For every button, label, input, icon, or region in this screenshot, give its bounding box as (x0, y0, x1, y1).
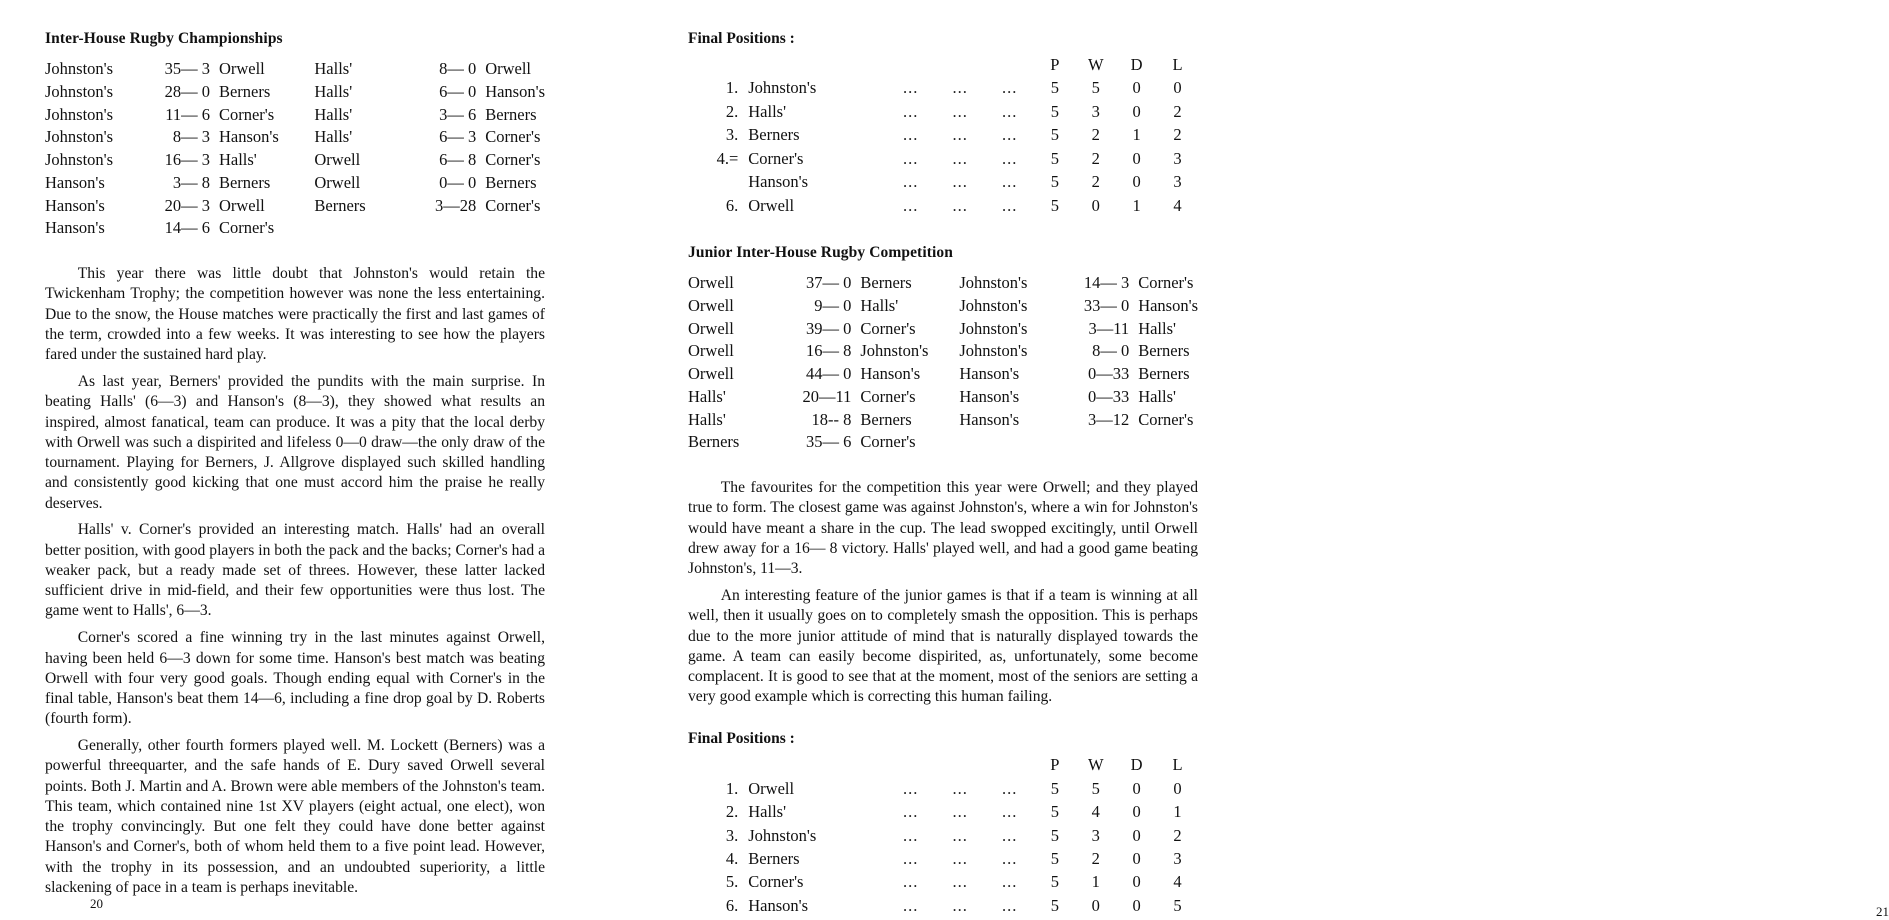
position-p: 5 (1050, 172, 1059, 192)
position-p: 5 (1050, 848, 1059, 868)
senior-final-positions-title: Final Positions : (688, 30, 795, 47)
position-d: 0 (1132, 848, 1141, 868)
match-score: 20—11 (802, 386, 852, 406)
match-team-away: Orwell (218, 195, 265, 215)
match-team-home-2: Berners (314, 195, 366, 215)
position-d: 0 (1132, 802, 1141, 822)
match-team-home: Johnston's (45, 127, 114, 147)
position-w: 3 (1091, 101, 1100, 121)
leader-dots: ... (952, 848, 968, 868)
leader-dots: ... (1001, 848, 1018, 868)
match-team-away-2: Corner's (485, 127, 541, 147)
table-row (688, 124, 1198, 147)
match-team-away-2: Berners (485, 172, 537, 192)
position-d: 0 (1132, 172, 1141, 192)
column-header-w: W (1087, 755, 1104, 775)
match-team-home: Hanson's (45, 218, 105, 238)
match-team-away-2: Halls' (1138, 386, 1176, 406)
match-score: 28— 0 (164, 81, 210, 101)
position-team-name: Corner's (748, 148, 804, 168)
match-team-home: Orwell (688, 364, 734, 384)
position-w: 0 (1091, 895, 1100, 915)
match-team-away-2: Halls' (1138, 318, 1176, 338)
position-d: 1 (1132, 195, 1141, 215)
position-p: 5 (1050, 778, 1059, 798)
leader-dots: ... (1001, 895, 1018, 915)
leader-dots: ... (952, 825, 968, 845)
position-rank: 4. (725, 848, 739, 868)
leader-dots: ... (952, 195, 968, 215)
position-l: 0 (1173, 778, 1182, 798)
match-score: 11— 6 (165, 104, 210, 124)
senior-results-table (45, 58, 545, 240)
match-team-home-2: Orwell (314, 172, 361, 192)
body-paragraph: This year there was little doubt that Johnston's would retain the Twickenham Trophy; the competition however was none the less entertaining. Due to the snow, the House matches were practically the first and last games of the term, crowded into a few weeks. It was interesting to see how the players fared under the sustained hard play. (45, 265, 545, 364)
column-header-d: D (1130, 55, 1143, 74)
table-row (45, 104, 545, 127)
table-header-row (688, 54, 1198, 77)
match-team-home: Hanson's (45, 195, 105, 215)
match-team-away-2: Corner's (1138, 409, 1194, 429)
match-team-home-2: Hanson's (959, 409, 1020, 429)
match-score-2: 0—33 (1087, 364, 1130, 384)
position-l: 2 (1173, 125, 1182, 145)
position-w: 2 (1091, 148, 1100, 168)
table-row (688, 195, 1198, 218)
match-score-2: 6— 3 (439, 127, 477, 147)
column-header-spacer (886, 54, 935, 77)
column-header-p: P (1050, 55, 1060, 74)
match-team-home-2: Hanson's (959, 364, 1020, 384)
match-score: 3— 8 (172, 172, 210, 192)
table-row (688, 272, 1198, 295)
position-w: 5 (1091, 78, 1100, 98)
leader-dots: ... (903, 802, 919, 822)
match-team-away: Halls' (860, 295, 899, 315)
match-team-home-2: Hanson's (959, 386, 1020, 406)
match-score-2: 3—11 (1088, 318, 1130, 338)
match-team-home-2: Halls' (314, 81, 353, 101)
position-w: 3 (1091, 825, 1100, 845)
leader-dots: ... (952, 872, 968, 892)
junior-final-positions-title: Final Positions : (688, 730, 795, 748)
match-team-away-2: Corner's (1138, 273, 1194, 293)
match-team-away-2 (485, 217, 545, 240)
junior-section-title: Junior Inter-House Rugby Competition (688, 244, 953, 262)
leader-dots: ... (903, 148, 919, 168)
position-p: 5 (1050, 802, 1059, 822)
position-team-name: Berners (748, 848, 800, 868)
right-body-text (688, 478, 1198, 707)
page-title: Inter-House Rugby Championships (45, 30, 283, 47)
position-team-name: Corner's (748, 872, 804, 892)
table-row (688, 148, 1198, 171)
leader-dots: ... (952, 172, 968, 192)
table-row (688, 295, 1198, 318)
position-p: 5 (1050, 148, 1059, 168)
match-score-2: 8— 0 (1092, 341, 1130, 361)
match-score-2: 3—12 (1087, 409, 1130, 429)
page-number-left: 20 (90, 896, 103, 911)
position-d: 1 (1132, 125, 1141, 145)
match-team-home-2: Johnston's (959, 318, 1028, 338)
leader-dots: ... (1001, 148, 1018, 168)
table-row (688, 171, 1198, 194)
position-p: 5 (1050, 872, 1059, 892)
match-team-home: Johnston's (45, 81, 114, 101)
leader-dots: ... (952, 78, 968, 98)
position-p: 5 (1050, 825, 1059, 845)
match-team-away-2: Hanson's (485, 81, 545, 101)
match-score-2: 6— 8 (439, 150, 477, 170)
position-l: 2 (1173, 825, 1182, 845)
junior-positions-body (688, 778, 1198, 919)
match-team-home: Halls' (688, 386, 726, 406)
match-team-home: Hanson's (45, 172, 105, 192)
match-score-2: 33— 0 (1083, 295, 1130, 315)
match-team-away: Orwell (218, 59, 265, 78)
leader-dots: ... (1001, 78, 1018, 98)
column-header-l: L (1172, 755, 1183, 775)
match-score: 16— 3 (164, 150, 210, 170)
leader-dots: ... (903, 78, 919, 98)
position-p: 5 (1050, 78, 1059, 98)
position-w: 1 (1091, 872, 1100, 892)
leader-dots: ... (1001, 195, 1018, 215)
column-header-spacer (985, 54, 1034, 77)
column-header-spacer (935, 754, 984, 777)
column-header-spacer (985, 754, 1034, 777)
position-l: 5 (1173, 895, 1182, 915)
position-w: 4 (1091, 802, 1100, 822)
leader-dots: ... (903, 195, 919, 215)
match-team-home: Orwell (688, 273, 734, 293)
match-team-away-2 (1138, 431, 1198, 454)
position-rank: 5. (725, 872, 739, 892)
right-column (688, 30, 1889, 919)
match-team-home: Orwell (688, 295, 734, 315)
position-team-name: Berners (748, 125, 800, 145)
match-team-home: Johnston's (45, 150, 114, 170)
position-rank: 3. (725, 125, 739, 145)
leader-dots: ... (1001, 172, 1018, 192)
column-header-l: L (1172, 55, 1183, 74)
match-score: 44— 0 (806, 364, 852, 384)
position-p: 5 (1050, 895, 1059, 915)
senior-positions-body (688, 77, 1198, 218)
position-rank: 3. (725, 825, 739, 845)
match-score-2: 0— 0 (439, 172, 477, 192)
match-score: 35— 3 (164, 59, 210, 78)
position-p: 5 (1050, 195, 1059, 215)
leader-dots: ... (952, 895, 968, 915)
table-row (688, 386, 1198, 409)
position-d: 0 (1132, 78, 1141, 98)
leader-dots: ... (903, 848, 919, 868)
match-score-2: 14— 3 (1083, 273, 1130, 293)
column-header-spacer (748, 54, 886, 77)
column-header-d: D (1130, 755, 1143, 775)
match-team-away: Johnston's (860, 341, 929, 361)
match-score-2: 8— 0 (439, 59, 477, 78)
position-p: 5 (1050, 101, 1059, 121)
position-w: 0 (1091, 195, 1100, 215)
match-team-away: Berners (860, 273, 912, 293)
match-team-away: Halls' (218, 150, 257, 170)
leader-dots: ... (1001, 125, 1018, 145)
body-paragraph: The favourites for the competition this year were Orwell; and they played true to form. The closest game was against Johnston's, where a win for Johnston's would have meant a share in the cup. The lead swopped excitingly, until Orwell drew away for a 16— 8 victory. Halls' played well, and had a good game beating Johnston's, 11—3. (688, 479, 1198, 578)
leader-dots: ... (903, 125, 919, 145)
table-row (688, 101, 1198, 124)
match-team-away: Corner's (218, 218, 275, 238)
match-score-2: 3—28 (434, 195, 477, 215)
match-team-home-2: Halls' (314, 104, 353, 124)
match-team-home: Johnston's (45, 104, 114, 124)
match-score-2: 0—33 (1087, 386, 1130, 406)
body-paragraph: An interesting feature of the junior games is that if a team is winning at all well, then it usually goes on to completely smash the opposition. This is perhaps due to the more junior attitude of mind that is naturally displayed towards the game. A team can easily become dispirited, as, unfortunately, some become complacent. It is good to see that at the moment, most of the seniors are setting a very good example which is correcting this human failing. (688, 587, 1198, 706)
column-header-spacer (688, 754, 748, 777)
table-header-row (688, 754, 1198, 777)
match-team-home-2: Johnston's (959, 295, 1028, 315)
leader-dots: ... (903, 825, 919, 845)
leader-dots: ... (903, 778, 919, 798)
match-team-home-2: Johnston's (959, 273, 1028, 293)
match-team-home: Johnston's (45, 59, 114, 78)
position-team-name: Orwell (748, 778, 795, 798)
junior-positions-head (688, 754, 1198, 777)
leader-dots: ... (952, 125, 968, 145)
table-row (688, 778, 1198, 801)
table-row (688, 363, 1198, 386)
page-number-right: 21 (1876, 904, 1889, 919)
match-team-home-2: Orwell (314, 150, 361, 170)
match-team-away-2: Corner's (485, 195, 541, 215)
table-row (45, 81, 545, 104)
match-score: 16— 8 (806, 341, 852, 361)
position-l: 2 (1173, 101, 1182, 121)
position-l: 3 (1173, 148, 1182, 168)
position-team-name: Halls' (748, 101, 787, 121)
match-score-2: 3— 6 (439, 104, 477, 124)
match-team-away: Hanson's (218, 127, 279, 147)
column-header-spacer (748, 754, 886, 777)
match-team-home-2: Halls' (314, 127, 353, 147)
left-column (45, 30, 545, 911)
table-row (688, 895, 1198, 918)
body-paragraph: Halls' v. Corner's provided an interesting match. Halls' had an overall better position, with good players in both the pack and the backs; Corner's had a weaker pack, but a ready made set of threes. However, these latter lacked sufficient drive in mid-field, and their few opportunities were thus lost. The game went to Halls', 6—3. (45, 521, 545, 620)
match-team-home-2 (314, 217, 407, 240)
match-score-2 (407, 217, 485, 240)
column-header-w: W (1087, 55, 1104, 74)
body-paragraph: Generally, other fourth formers played well. M. Lockett (Berners) was a powerful threequarter, and the safe hands of E. Dury saved Orwell several points. Both J. Martin and A. Brown were able members of the Johnston's team. This team, which contained nine 1st XV players (eight actual, one elect), won the trophy convincingly. But one felt they could have done better against Hanson's and Corner's, both of whom held them to a five point lead. However, with the trophy in its possession, and an undoubted superiority, a little slackening of pace in a team is perhaps inevitable. (45, 737, 545, 897)
leader-dots: ... (1001, 101, 1018, 121)
match-team-home-2: Halls' (314, 59, 353, 78)
match-team-away: Berners (860, 409, 912, 429)
position-l: 3 (1173, 848, 1182, 868)
position-l: 1 (1173, 802, 1182, 822)
table-row (45, 126, 545, 149)
leader-dots: ... (952, 778, 968, 798)
position-team-name: Halls' (748, 802, 787, 822)
leader-dots: ... (903, 895, 919, 915)
position-team-name: Hanson's (748, 172, 809, 192)
table-row (688, 801, 1198, 824)
table-row (688, 77, 1198, 100)
position-d: 0 (1132, 825, 1141, 845)
table-row (45, 195, 545, 218)
match-team-away-2: Berners (1138, 364, 1190, 384)
match-score: 9— 0 (814, 295, 852, 315)
match-score: 37— 0 (806, 273, 852, 293)
match-team-home: Orwell (688, 341, 734, 361)
table-row (688, 825, 1198, 848)
position-w: 2 (1091, 172, 1100, 192)
column-header-p: P (1050, 755, 1060, 775)
leader-dots: ... (1001, 802, 1018, 822)
match-team-away: Berners (218, 81, 271, 101)
match-team-away: Corner's (860, 432, 916, 452)
position-w: 2 (1091, 125, 1100, 145)
table-row (688, 871, 1198, 894)
match-team-away: Berners (218, 172, 271, 192)
match-team-home: Orwell (688, 318, 734, 338)
match-score: 39— 0 (806, 318, 852, 338)
match-team-away-2: Berners (485, 104, 537, 124)
position-l: 4 (1173, 195, 1182, 215)
position-w: 2 (1091, 848, 1100, 868)
position-p: 5 (1050, 125, 1059, 145)
position-d: 0 (1132, 101, 1141, 121)
match-team-away: Corner's (860, 386, 916, 406)
senior-positions-head (688, 54, 1198, 77)
match-score-2 (1058, 431, 1138, 454)
position-d: 0 (1132, 778, 1141, 798)
table-row (688, 431, 1198, 454)
position-l: 4 (1173, 872, 1182, 892)
leader-dots: ... (903, 872, 919, 892)
column-header-spacer (688, 54, 748, 77)
position-rank: 1. (725, 78, 739, 98)
position-team-name: Johnston's (748, 78, 817, 98)
match-score-2: 6— 0 (439, 81, 477, 101)
match-team-home-2: Johnston's (959, 341, 1028, 361)
match-team-away-2: Berners (1138, 341, 1190, 361)
table-row (45, 58, 545, 81)
position-rank: 2. (725, 101, 739, 121)
match-team-away: Corner's (218, 104, 275, 124)
position-rank: 4.= (716, 148, 739, 168)
position-rank: 1. (725, 778, 739, 798)
column-header-spacer (935, 54, 984, 77)
column-header-spacer (886, 754, 935, 777)
match-team-away-2: Corner's (485, 150, 541, 170)
leader-dots: ... (952, 802, 968, 822)
match-score: 8— 3 (172, 127, 210, 147)
match-team-home: Halls' (688, 409, 726, 429)
junior-final-positions-table (688, 754, 1198, 918)
table-row (688, 318, 1198, 341)
position-team-name: Johnston's (748, 825, 817, 845)
match-team-away: Hanson's (860, 364, 921, 384)
match-team-away: Corner's (860, 318, 916, 338)
match-team-away-2: Hanson's (1138, 295, 1198, 315)
senior-results-body (45, 58, 545, 240)
table-row (45, 172, 545, 195)
position-d: 0 (1132, 148, 1141, 168)
leader-dots: ... (1001, 872, 1018, 892)
leader-dots: ... (1001, 825, 1018, 845)
senior-final-positions-table (688, 54, 1198, 218)
match-score: 14— 6 (164, 218, 210, 238)
position-rank: 6. (725, 195, 739, 215)
position-team-name: Hanson's (748, 895, 809, 915)
match-score: 20— 3 (164, 195, 210, 215)
match-team-home: Berners (688, 432, 740, 452)
position-rank: 6. (725, 895, 739, 915)
table-row (688, 340, 1198, 363)
position-d: 0 (1132, 872, 1141, 892)
leader-dots: ... (952, 101, 968, 121)
left-body-text (45, 264, 545, 898)
table-row (45, 149, 545, 172)
position-rank: 2. (725, 802, 739, 822)
match-score: 35— 6 (806, 432, 852, 452)
match-score: 18-- 8 (811, 409, 852, 429)
match-team-home-2 (959, 431, 1058, 454)
position-d: 0 (1132, 895, 1141, 915)
body-paragraph: Corner's scored a fine winning try in the last minutes against Orwell, having been held 6—3 down for some time. Hanson's best match was beating Orwell with four very good goals. Though ending equal with Corner's in the final table, Hanson's beat them 14—6, including a fine drop goal by D. Roberts (fourth form). (45, 629, 545, 728)
junior-results-table (688, 272, 1198, 454)
leader-dots: ... (903, 172, 919, 192)
position-l: 3 (1173, 172, 1182, 192)
table-row (688, 409, 1198, 432)
position-l: 0 (1173, 78, 1182, 98)
table-row (688, 848, 1198, 871)
leader-dots: ... (903, 101, 919, 121)
leader-dots: ... (952, 148, 968, 168)
junior-results-body (688, 272, 1198, 454)
table-row (45, 217, 545, 240)
body-paragraph: As last year, Berners' provided the pundits with the main surprise. In beating Halls' (6—3) and Hanson's (8—3), they showed what results an inspired, almost fanatical, team can produce. It was a pity that the local derby with Orwell was such a dispirited and lifeless 0—0 draw—the only draw of the tournament. Playing for Berners, J. Allgrove displayed such skilled handling and consistently good kicking that one must accord him the praise he really deserves. (45, 373, 545, 512)
leader-dots: ... (1001, 778, 1018, 798)
position-rank (688, 171, 748, 194)
match-team-away-2: Orwell (485, 59, 532, 78)
position-w: 5 (1091, 778, 1100, 798)
position-team-name: Orwell (748, 195, 795, 215)
